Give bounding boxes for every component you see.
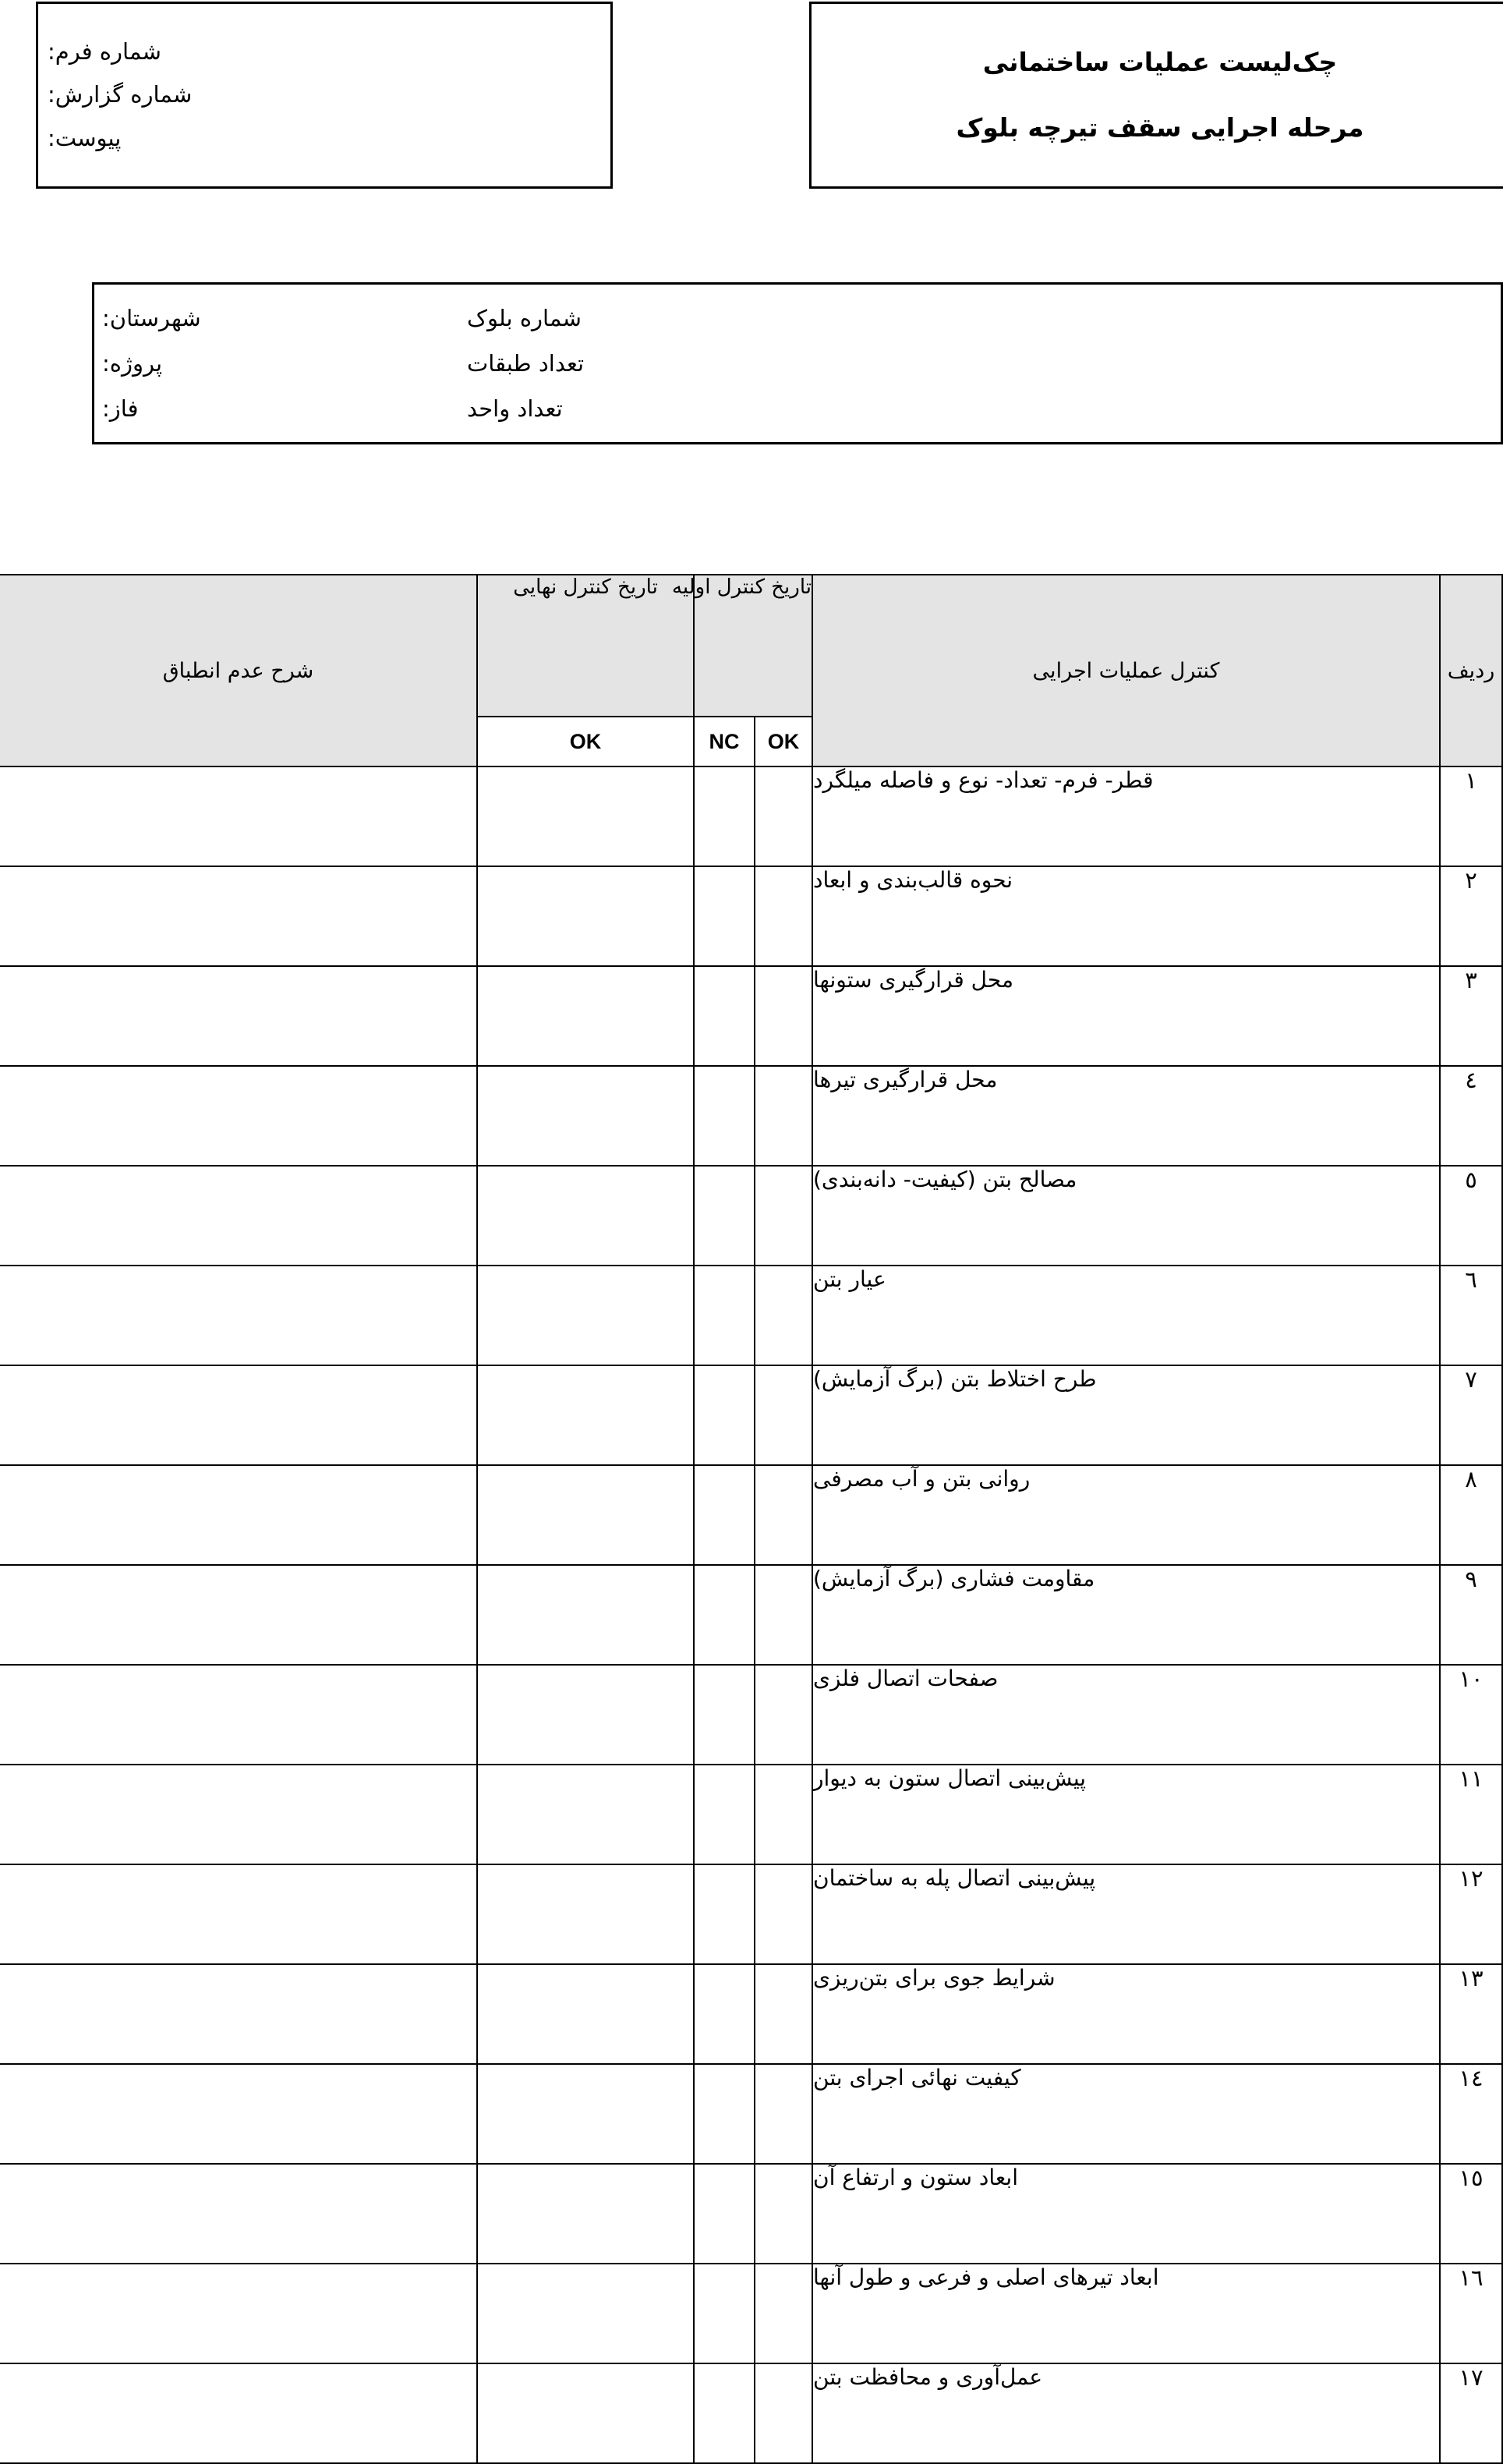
row-ok-final-checkbox-cell[interactable] bbox=[477, 2164, 694, 2264]
row-nc-initial-checkbox-cell[interactable] bbox=[694, 966, 755, 1066]
column-header-radif: ردیف bbox=[1440, 575, 1502, 766]
row-ok-final-checkbox-cell[interactable] bbox=[477, 1365, 694, 1465]
row-nc-initial-checkbox-cell[interactable] bbox=[694, 1465, 755, 1565]
row-nonconformity-note-cell[interactable] bbox=[0, 866, 477, 966]
phase-label: فاز: bbox=[102, 395, 139, 422]
row-ok-final-checkbox-cell[interactable] bbox=[477, 1964, 694, 2064]
attachment-label: پیوست: bbox=[48, 124, 122, 151]
row-nonconformity-note-cell[interactable] bbox=[0, 966, 477, 1066]
row-nc-initial-checkbox-cell[interactable] bbox=[694, 2363, 755, 2463]
row-control-item: مصالح بتن (کیفیت- دانه‌بندی) bbox=[812, 1166, 1440, 1266]
row-ok-final-checkbox-cell[interactable] bbox=[477, 1565, 694, 1665]
row-number: ١٢ bbox=[1440, 1864, 1502, 1964]
table-row bbox=[0, 1266, 1502, 1365]
table-row bbox=[0, 1465, 1502, 1565]
table-row bbox=[0, 866, 1502, 966]
row-control-item: طرح اختلاط بتن (برگ آزمایش) bbox=[812, 1365, 1440, 1465]
row-number: ٧ bbox=[1440, 1365, 1502, 1465]
row-nc-initial-checkbox-cell[interactable] bbox=[694, 2164, 755, 2264]
table-row bbox=[0, 2363, 1502, 2463]
table-row bbox=[0, 1365, 1502, 1465]
row-control-item: عمل‌آوری و محافظت بتن bbox=[812, 2363, 1440, 2463]
row-nc-initial-checkbox-cell[interactable] bbox=[694, 1964, 755, 2064]
row-ok-final-checkbox-cell[interactable] bbox=[477, 966, 694, 1066]
table-head bbox=[0, 575, 1502, 766]
table-row bbox=[0, 2064, 1502, 2164]
table-row bbox=[0, 966, 1502, 1066]
floor-count-label: تعداد طبقات bbox=[467, 350, 585, 377]
table-body bbox=[0, 766, 1502, 2463]
table-row bbox=[0, 1166, 1502, 1266]
row-control-item: عیار بتن bbox=[812, 1266, 1440, 1365]
header-strip bbox=[0, 0, 1503, 195]
block-number-label: شماره بلوک bbox=[467, 305, 582, 331]
row-control-item: صفحات اتصال فلزی bbox=[812, 1665, 1440, 1765]
row-ok-initial-checkbox-cell[interactable] bbox=[755, 1465, 812, 1565]
row-control-item: ابعاد ستون و ارتفاع آن bbox=[812, 2164, 1440, 2264]
page-title-line-1: چک‌لیست عملیات ساختمانی bbox=[982, 47, 1338, 78]
row-ok-final-checkbox-cell[interactable] bbox=[477, 2264, 694, 2363]
row-ok-initial-checkbox-cell[interactable] bbox=[755, 1565, 812, 1665]
row-nonconformity-note-cell[interactable] bbox=[0, 1864, 477, 1964]
subheader-ok-initial: OK bbox=[755, 717, 812, 766]
row-nonconformity-note-cell[interactable] bbox=[0, 1465, 477, 1565]
row-nonconformity-note-cell[interactable] bbox=[0, 1365, 477, 1465]
form-number-label: شماره فرم: bbox=[48, 37, 161, 65]
row-ok-initial-checkbox-cell[interactable] bbox=[755, 1964, 812, 2064]
row-nc-initial-checkbox-cell[interactable] bbox=[694, 1365, 755, 1465]
unit-count-label: تعداد واحد bbox=[467, 395, 563, 422]
table-row bbox=[0, 2164, 1502, 2264]
row-control-item: قطر- فرم- تعداد- نوع و فاصله میلگرد bbox=[812, 766, 1440, 866]
row-ok-initial-checkbox-cell[interactable] bbox=[755, 2264, 812, 2363]
row-nc-initial-checkbox-cell[interactable] bbox=[694, 1765, 755, 1864]
row-ok-initial-checkbox-cell[interactable] bbox=[755, 1365, 812, 1465]
row-number: ٥ bbox=[1440, 1166, 1502, 1266]
row-ok-final-checkbox-cell[interactable] bbox=[477, 766, 694, 866]
city-label: شهرستان: bbox=[102, 305, 201, 331]
row-nc-initial-checkbox-cell[interactable] bbox=[694, 1066, 755, 1166]
row-number: ١٥ bbox=[1440, 2164, 1502, 2264]
row-ok-initial-checkbox-cell[interactable] bbox=[755, 766, 812, 866]
table-row bbox=[0, 1665, 1502, 1765]
row-number: ١١ bbox=[1440, 1765, 1502, 1864]
row-ok-initial-checkbox-cell[interactable] bbox=[755, 1665, 812, 1765]
row-nc-initial-checkbox-cell[interactable] bbox=[694, 1565, 755, 1665]
table-row bbox=[0, 1964, 1502, 2064]
row-nonconformity-note-cell[interactable] bbox=[0, 1565, 477, 1665]
final-control-date-text: تاریخ کنترل نهایی bbox=[513, 575, 658, 599]
checklist-table bbox=[0, 574, 1503, 2464]
row-number: ٦ bbox=[1440, 1266, 1502, 1365]
project-info-box bbox=[92, 282, 1503, 444]
info-row-city bbox=[94, 296, 1501, 340]
row-nonconformity-note-cell[interactable] bbox=[0, 2164, 477, 2264]
row-ok-initial-checkbox-cell[interactable] bbox=[755, 2064, 812, 2164]
column-header-nonconformity: شرح عدم انطباق bbox=[0, 575, 477, 766]
row-ok-final-checkbox-cell[interactable] bbox=[477, 2064, 694, 2164]
column-header-final-control-date bbox=[477, 575, 694, 717]
report-number-label: شماره گزارش: bbox=[48, 81, 193, 108]
row-control-item: شرایط جوی برای بتن‌ریزی bbox=[812, 1964, 1440, 2064]
checklist-table-container bbox=[0, 574, 1503, 2464]
row-nonconformity-note-cell[interactable] bbox=[0, 1964, 477, 2064]
column-header-control-operations: کنترل عملیات اجرایی bbox=[812, 575, 1440, 766]
row-control-item: کیفیت نهائی اجرای بتن bbox=[812, 2064, 1440, 2164]
row-nonconformity-note-cell[interactable] bbox=[0, 1665, 477, 1765]
row-ok-final-checkbox-cell[interactable] bbox=[477, 1166, 694, 1266]
row-number: ٨ bbox=[1440, 1465, 1502, 1565]
row-ok-initial-checkbox-cell[interactable] bbox=[755, 866, 812, 966]
row-control-item: مقاومت فشاری (برگ آزمایش) bbox=[812, 1565, 1440, 1665]
row-nonconformity-note-cell[interactable] bbox=[0, 1266, 477, 1365]
row-ok-final-checkbox-cell[interactable] bbox=[477, 866, 694, 966]
row-ok-initial-checkbox-cell[interactable] bbox=[755, 1266, 812, 1365]
table-row bbox=[0, 1765, 1502, 1864]
row-ok-initial-checkbox-cell[interactable] bbox=[755, 2363, 812, 2463]
row-nc-initial-checkbox-cell[interactable] bbox=[694, 1266, 755, 1365]
info-row-project bbox=[94, 342, 1501, 385]
row-nc-initial-checkbox-cell[interactable] bbox=[694, 766, 755, 866]
row-nonconformity-note-cell[interactable] bbox=[0, 1765, 477, 1864]
row-control-item: محل قرارگیری تیرها bbox=[812, 1066, 1440, 1166]
row-number: ١٦ bbox=[1440, 2264, 1502, 2363]
row-ok-initial-checkbox-cell[interactable] bbox=[755, 2164, 812, 2264]
row-ok-final-checkbox-cell[interactable] bbox=[477, 1864, 694, 1964]
row-ok-final-checkbox-cell[interactable] bbox=[477, 1066, 694, 1166]
row-control-item: روانی بتن و آب مصرفی bbox=[812, 1465, 1440, 1565]
row-nc-initial-checkbox-cell[interactable] bbox=[694, 2064, 755, 2164]
subheader-nc-initial: NC bbox=[694, 717, 755, 766]
row-ok-final-checkbox-cell[interactable] bbox=[477, 1665, 694, 1765]
row-number: ١٣ bbox=[1440, 1964, 1502, 2064]
table-row bbox=[0, 2264, 1502, 2363]
row-nc-initial-checkbox-cell[interactable] bbox=[694, 1166, 755, 1266]
project-label: پروژه: bbox=[102, 350, 163, 377]
initial-control-date-text: تاریخ کنترل اولیه bbox=[671, 575, 812, 599]
row-number: ٣ bbox=[1440, 966, 1502, 1066]
row-ok-initial-checkbox-cell[interactable] bbox=[755, 966, 812, 1066]
table-row bbox=[0, 1565, 1502, 1665]
row-control-item: پیش‌بینی اتصال ستون به دیوار bbox=[812, 1765, 1440, 1864]
column-header-initial-control-date bbox=[671, 575, 812, 717]
row-ok-initial-checkbox-cell[interactable] bbox=[755, 1864, 812, 1964]
row-ok-initial-checkbox-cell[interactable] bbox=[755, 1765, 812, 1864]
row-nc-initial-checkbox-cell[interactable] bbox=[694, 1665, 755, 1765]
table-row bbox=[0, 766, 1502, 866]
row-number: ٩ bbox=[1440, 1565, 1502, 1665]
subheader-ok-final: OK bbox=[477, 717, 694, 766]
row-number: ٢ bbox=[1440, 866, 1502, 966]
row-nonconformity-note-cell[interactable] bbox=[0, 2064, 477, 2164]
row-nonconformity-note-cell[interactable] bbox=[0, 2363, 477, 2463]
row-nc-initial-checkbox-cell[interactable] bbox=[694, 2264, 755, 2363]
row-number: ١٠ bbox=[1440, 1665, 1502, 1765]
document-title-box bbox=[809, 2, 1503, 189]
row-nonconformity-note-cell[interactable] bbox=[0, 2264, 477, 2363]
row-control-item: پیش‌بینی اتصال پله به ساختمان bbox=[812, 1864, 1440, 1964]
row-control-item: ابعاد تیرهای اصلی و فرعی و طول آنها bbox=[812, 2264, 1440, 2363]
row-ok-final-checkbox-cell[interactable] bbox=[477, 2363, 694, 2463]
page-title-line-2: مرحله اجرایی سقف تیرچه بلوک bbox=[956, 112, 1364, 143]
row-ok-initial-checkbox-cell[interactable] bbox=[755, 1066, 812, 1166]
table-row bbox=[0, 1066, 1502, 1166]
row-nonconformity-note-cell[interactable] bbox=[0, 1066, 477, 1166]
row-control-item: محل قرارگیری ستونها bbox=[812, 966, 1440, 1066]
row-ok-final-checkbox-cell[interactable] bbox=[477, 1465, 694, 1565]
header-row-main bbox=[0, 575, 1502, 717]
info-row-phase bbox=[94, 387, 1501, 430]
row-number: ١ bbox=[1440, 766, 1502, 866]
row-nc-initial-checkbox-cell[interactable] bbox=[694, 1864, 755, 1964]
row-ok-final-checkbox-cell[interactable] bbox=[477, 1266, 694, 1365]
row-ok-final-checkbox-cell[interactable] bbox=[477, 1765, 694, 1864]
row-number: ١٤ bbox=[1440, 2064, 1502, 2164]
row-nc-initial-checkbox-cell[interactable] bbox=[694, 866, 755, 966]
row-number: ٤ bbox=[1440, 1066, 1502, 1166]
row-nonconformity-note-cell[interactable] bbox=[0, 766, 477, 866]
row-number: ١٧ bbox=[1440, 2363, 1502, 2463]
row-ok-initial-checkbox-cell[interactable] bbox=[755, 1166, 812, 1266]
row-nonconformity-note-cell[interactable] bbox=[0, 1166, 477, 1266]
form-metadata-box bbox=[36, 2, 613, 189]
row-control-item: نحوه قالب‌بندی و ابعاد bbox=[812, 866, 1440, 966]
table-row bbox=[0, 1864, 1502, 1964]
